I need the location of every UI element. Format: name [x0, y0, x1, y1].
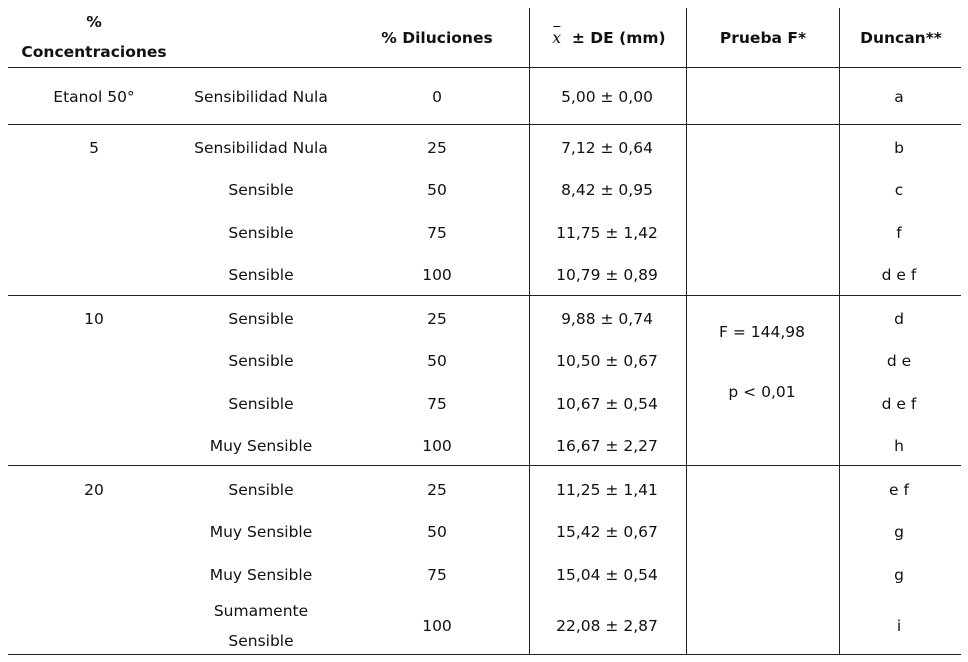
header-duncan: Duncan** [860, 29, 942, 47]
mean-de-value: 7,12 ± 0,64 [561, 139, 653, 157]
rule-top [8, 67, 961, 68]
col-divider-mean-left [529, 8, 530, 654]
duncan-group: e f [889, 481, 909, 499]
dilution-value: 25 [427, 139, 447, 157]
concentration-label: 20 [84, 481, 104, 499]
header-mean-de [552, 29, 665, 47]
p-value: p < 0,01 [728, 383, 796, 401]
col-divider-duncan-left [839, 8, 840, 654]
duncan-group: c [894, 181, 904, 199]
rule-group-3 [8, 465, 961, 466]
mean-de-value: 11,25 ± 1,41 [556, 481, 658, 499]
rule-bottom [8, 654, 961, 655]
mean-de-value: 10,67 ± 0,54 [556, 395, 658, 413]
mean-symbol: x [552, 29, 562, 47]
sensitivity-label: Sensible [228, 181, 294, 199]
dilution-value: 100 [422, 437, 452, 455]
sensitivity-label: Sensible [228, 395, 294, 413]
sensitivity-label: Sensible [228, 632, 294, 650]
duncan-group: d [894, 310, 904, 328]
mean-de-value: 9,88 ± 0,74 [561, 310, 653, 328]
f-statistic: F = 144,98 [719, 323, 805, 341]
dilution-value: 75 [427, 224, 447, 242]
mean-de-value: 11,75 ± 1,42 [556, 224, 658, 242]
dilution-value: 100 [422, 617, 452, 635]
duncan-group: d e f [881, 395, 917, 413]
sensitivity-label: Sensible [228, 266, 294, 284]
duncan-group: g [894, 566, 904, 584]
duncan-group: d e [886, 352, 912, 370]
header-concentraciones: Concentraciones [21, 43, 167, 61]
header-prueba-f: Prueba F* [719, 29, 807, 47]
dilution-value: 50 [427, 352, 447, 370]
col-divider-prueba-left [686, 8, 687, 654]
header-diluciones: % Diluciones [381, 29, 493, 47]
dilution-value: 25 [427, 481, 447, 499]
dilution-value: 75 [427, 395, 447, 413]
sensitivity-label: Muy Sensible [209, 566, 313, 584]
sensitivity-label: Sensibilidad Nula [194, 139, 328, 157]
mean-de-label: ± DE (mm) [571, 29, 666, 47]
sensitivity-label: Sensibilidad Nula [194, 88, 328, 106]
sensitivity-label: Muy Sensible [209, 437, 313, 455]
duncan-group: d e f [881, 266, 917, 284]
dilution-value: 100 [422, 266, 452, 284]
sensitivity-label: Sensible [228, 224, 294, 242]
mean-de-value: 15,42 ± 0,67 [556, 523, 658, 541]
sensitivity-label: Muy Sensible [209, 523, 313, 541]
header-concentraciones-symbol: % [86, 13, 102, 31]
mean-de-value: 15,04 ± 0,54 [556, 566, 658, 584]
mean-de-value: 10,79 ± 0,89 [556, 266, 658, 284]
concentration-label: 5 [89, 139, 99, 157]
dilution-value: 50 [427, 181, 447, 199]
concentration-label: 10 [84, 310, 104, 328]
concentration-label: Etanol 50° [53, 88, 135, 106]
duncan-group: i [896, 617, 902, 635]
mean-de-value: 5,00 ± 0,00 [561, 88, 653, 106]
dilution-value: 75 [427, 566, 447, 584]
mean-de-value: 22,08 ± 2,87 [556, 617, 658, 635]
mean-de-value: 8,42 ± 0,95 [561, 181, 653, 199]
sensitivity-label: Sensible [228, 352, 294, 370]
sensitivity-label: Sensible [228, 481, 294, 499]
dilution-value: 0 [432, 88, 442, 106]
duncan-group: a [894, 88, 904, 106]
rule-group-1 [8, 124, 961, 125]
sensitivity-label: Sensible [228, 310, 294, 328]
dilution-value: 50 [427, 523, 447, 541]
mean-de-value: 10,50 ± 0,67 [556, 352, 658, 370]
duncan-group: g [894, 523, 904, 541]
mean-de-value: 16,67 ± 2,27 [556, 437, 658, 455]
duncan-group: f [896, 224, 902, 242]
dilution-value: 25 [427, 310, 447, 328]
duncan-group: h [894, 437, 904, 455]
sensitivity-label: Sumamente [213, 602, 309, 620]
duncan-group: b [894, 139, 904, 157]
rule-group-2 [8, 295, 961, 296]
